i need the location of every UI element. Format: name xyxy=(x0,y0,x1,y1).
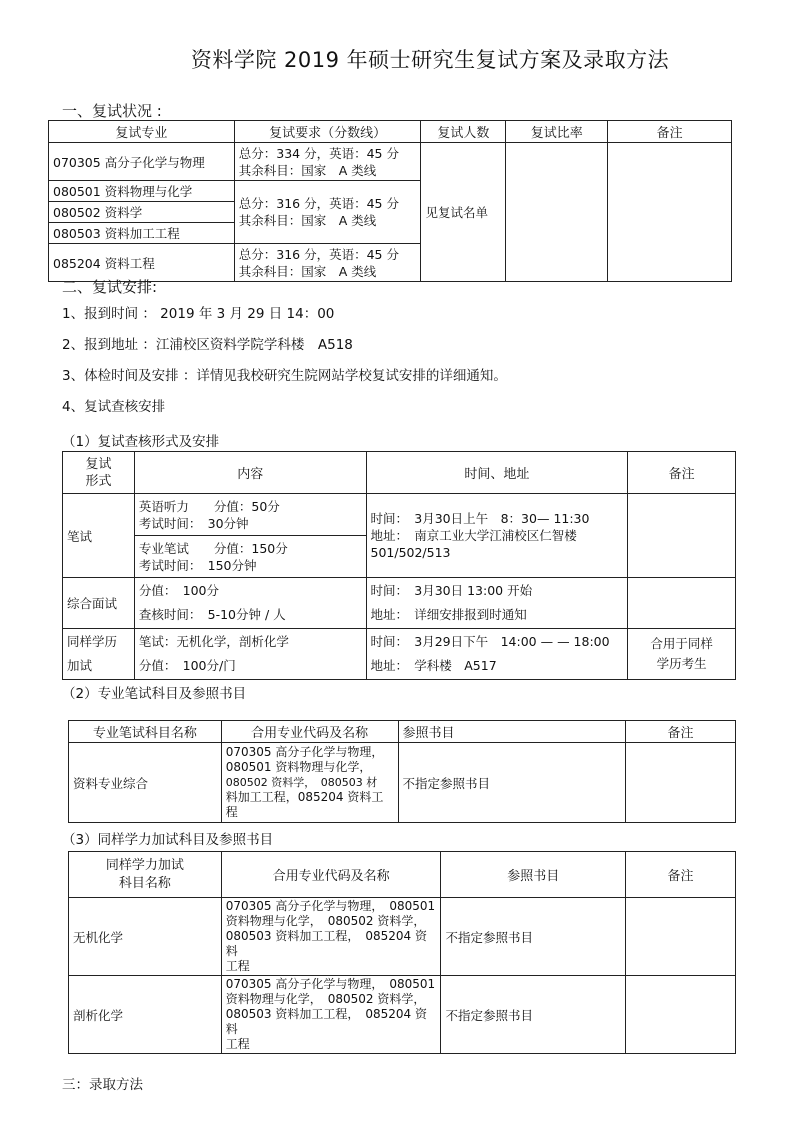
content-cell: 专业笔试 分值：150分 考试时间： 150分钟 xyxy=(134,536,366,578)
form-cell: 笔试 xyxy=(63,494,135,578)
major-cell: 070305 高分子化学与物理 xyxy=(49,143,235,181)
codes-cell: 070305 高分子化学与物理， 080501 资料物理与化学， 080502 资料学， 080503 材 料加工工程，085204 资料工 程 xyxy=(221,743,398,823)
form-cell: 同样学历 加试 xyxy=(63,629,135,680)
note-cell xyxy=(608,143,732,282)
col-header: 同样学力加试 科目名称 xyxy=(69,852,222,898)
note-cell xyxy=(628,494,736,578)
section1-heading: 一、复试状况 : xyxy=(62,102,162,120)
sub2-heading: （2）专业笔试科目及参照书目 xyxy=(62,686,247,702)
time-address-cell: 时间： 3月30日上午 8：30— 11:30 地址： 南京工业大学江浦校区仁智楼 501/502/513 xyxy=(366,494,628,578)
table-extra-subjects xyxy=(68,851,736,1054)
col-header: 时间、地址 xyxy=(366,452,628,494)
section3-heading: 三：录取方法 xyxy=(62,1077,143,1093)
arrangement-item: 2、报到地址 ：江浦校区资料学院学科楼 A518 xyxy=(62,337,353,353)
col-header: 复试专业 xyxy=(49,121,235,143)
col-header: 复试人数 xyxy=(421,121,506,143)
requirement-cell: 总分：334 分，英语：45 分 其余科目：国家 A 类线 xyxy=(234,143,421,181)
col-header: 复试要求（分数线） xyxy=(234,121,421,143)
major-cell: 080502 资料学 xyxy=(49,202,235,223)
major-cell: 080503 资料加工工程 xyxy=(49,223,235,244)
subject-cell: 剖析化学 xyxy=(69,976,222,1054)
subject-cell: 无机化学 xyxy=(69,898,222,976)
col-header: 合用专业代码及名称 xyxy=(221,721,398,743)
note-cell xyxy=(626,743,736,823)
sub3-heading: （3）同样学力加试科目及参照书目 xyxy=(62,832,274,848)
ratio-cell xyxy=(506,143,608,282)
col-header: 专业笔试科目名称 xyxy=(69,721,222,743)
table-admission-status xyxy=(48,120,732,282)
reference-book-cell: 不指定参照书目 xyxy=(441,976,626,1054)
col-header: 备注 xyxy=(626,852,736,898)
table-exam-arrangement xyxy=(62,451,736,680)
reference-book-cell: 不指定参照书目 xyxy=(398,743,626,823)
form-cell: 综合面试 xyxy=(63,578,135,629)
col-header: 备注 xyxy=(608,121,732,143)
col-header: 参照书目 xyxy=(441,852,626,898)
arrangement-item: 1、报到时间 ： 2019 年 3 月 29 日 14：00 xyxy=(62,306,335,322)
sub1-heading: （1）复试查核形式及安排 xyxy=(62,434,220,450)
col-header: 合用专业代码及名称 xyxy=(221,852,441,898)
arrangement-item: 3、体检时间及安排 ：详情见我校研究生院网站学校复试安排的详细通知。 xyxy=(62,368,507,384)
codes-cell: 070305 高分子化学与物理， 080501 资料物理与化学， 080502 资料学， 080503 资料加工工程， 085204 资料 工程 xyxy=(221,898,441,976)
col-header: 复试比率 xyxy=(506,121,608,143)
note-cell xyxy=(626,976,736,1054)
page-title: 资料学院 2019 年硕士研究生复试方案及录取方法 xyxy=(190,48,670,72)
count-cell: 见复试名单 xyxy=(421,143,506,282)
subject-cell: 资料专业综合 xyxy=(69,743,222,823)
content-cell: 英语听力 分值：50分 考试时间： 30分钟 xyxy=(134,494,366,536)
note-cell xyxy=(626,898,736,976)
requirement-cell: 总分：316 分，英语：45 分 其余科目：国家 A 类线 xyxy=(234,181,421,244)
arrangement-item: 4、复试查核安排 xyxy=(62,399,166,415)
section2-heading: 二、复试安排: xyxy=(62,278,158,296)
time-address-cell: 时间： 3月30日 13:00 开始 地址： 详细安排报到时通知 xyxy=(366,578,628,629)
reference-book-cell: 不指定参照书目 xyxy=(441,898,626,976)
table-written-subjects xyxy=(68,720,736,823)
content-cell: 分值： 100分 查核时间： 5-10分钟 / 人 xyxy=(134,578,366,629)
note-cell xyxy=(628,578,736,629)
col-header: 复试 形式 xyxy=(63,452,135,494)
col-header: 备注 xyxy=(626,721,736,743)
codes-cell: 070305 高分子化学与物理， 080501 资料物理与化学， 080502 资料学， 080503 资料加工工程， 085204 资料 工程 xyxy=(221,976,441,1054)
content-cell: 笔试：无机化学，剖析化学 分值： 100分/门 xyxy=(134,629,366,680)
major-cell: 080501 资料物理与化学 xyxy=(49,181,235,202)
requirement-cell: 总分：316 分，英语：45 分 其余科目：国家 A 类线 xyxy=(234,244,421,282)
col-header: 内容 xyxy=(134,452,366,494)
col-header: 参照书目 xyxy=(398,721,626,743)
col-header: 备注 xyxy=(628,452,736,494)
major-cell: 085204 资料工程 xyxy=(49,244,235,282)
note-cell: 合用于同样 学历考生 xyxy=(628,629,736,680)
time-address-cell: 时间： 3月29日下午 14:00 — — 18:00 地址： 学科楼 A517 xyxy=(366,629,628,680)
